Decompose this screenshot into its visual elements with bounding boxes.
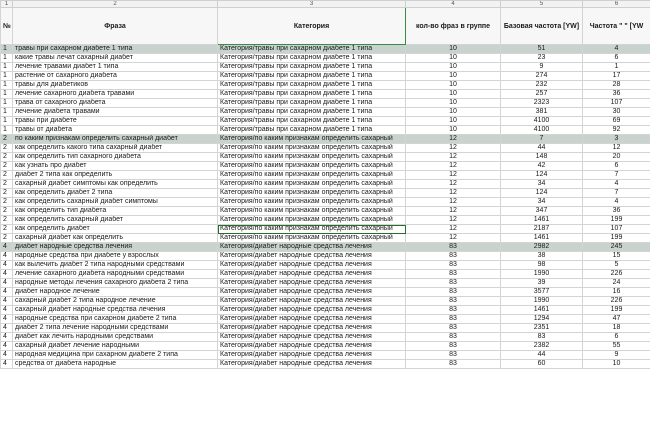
table-row xyxy=(1,135,650,144)
cell-number[interactable]: 1 xyxy=(1,90,13,99)
cell-number[interactable]: 2 xyxy=(1,135,13,144)
cell-base-frequency[interactable]: 83 xyxy=(501,333,583,342)
table-row xyxy=(1,153,650,162)
cell-number[interactable]: 2 xyxy=(1,198,13,207)
cell-phrase-count[interactable]: 83 xyxy=(406,324,501,333)
cell-base-frequency[interactable]: 9 xyxy=(501,63,583,72)
cell-phrase[interactable]: сахарный диабет как определить xyxy=(13,234,218,243)
cell-phrase-count[interactable]: 10 xyxy=(406,81,501,90)
table-row xyxy=(1,324,650,333)
cell-base-frequency[interactable]: 23 xyxy=(501,54,583,63)
cell-category[interactable]: Категория/по каким признакам определить сахарный xyxy=(218,180,406,189)
cell-frequency[interactable]: 16 xyxy=(583,288,650,297)
cell-phrase-count[interactable]: 83 xyxy=(406,252,501,261)
table-row xyxy=(1,243,650,252)
table-row xyxy=(1,261,650,270)
cell-frequency[interactable]: 6 xyxy=(583,162,650,171)
cell-base-frequency[interactable]: 98 xyxy=(501,261,583,270)
cell-number[interactable]: 2 xyxy=(1,207,13,216)
cell-number[interactable]: 2 xyxy=(1,234,13,243)
cell-phrase-count[interactable]: 10 xyxy=(406,63,501,72)
cell-base-frequency[interactable]: 2982 xyxy=(501,243,583,252)
cell-phrase-count[interactable]: 10 xyxy=(406,99,501,108)
table-row xyxy=(1,81,650,90)
cell-category[interactable]: Категория/травы при сахарном диабете 1 типа xyxy=(218,54,406,63)
table-row xyxy=(1,270,650,279)
table-row xyxy=(1,234,650,243)
cell-category[interactable]: Категория/диабет народные средства лечения xyxy=(218,342,406,351)
cell-category[interactable]: Категория/диабет народные средства лечения xyxy=(218,288,406,297)
cell-number[interactable]: 1 xyxy=(1,126,13,135)
cell-category[interactable]: Категория/травы при сахарном диабете 1 типа xyxy=(218,99,406,108)
table-row xyxy=(1,198,650,207)
table-row xyxy=(1,189,650,198)
cell-frequency[interactable]: 5 xyxy=(583,261,650,270)
cell-base-frequency[interactable]: 2323 xyxy=(501,99,583,108)
cell-phrase-count[interactable]: 10 xyxy=(406,54,501,63)
cell-number[interactable]: 4 xyxy=(1,288,13,297)
cell-category[interactable]: Категория/диабет народные средства лечения xyxy=(218,360,406,369)
cell-category[interactable]: Категория/травы при сахарном диабете 1 типа xyxy=(218,63,406,72)
cell-phrase-count[interactable]: 10 xyxy=(406,126,501,135)
cell-phrase-count[interactable]: 83 xyxy=(406,297,501,306)
table-row xyxy=(1,180,650,189)
cell-number[interactable]: 2 xyxy=(1,216,13,225)
cell-phrase-count[interactable]: 10 xyxy=(406,45,501,54)
cell-base-frequency[interactable]: 34 xyxy=(501,198,583,207)
cell-phrase-count[interactable]: 10 xyxy=(406,72,501,81)
cell-number[interactable]: 4 xyxy=(1,351,13,360)
cell-base-frequency[interactable]: 2382 xyxy=(501,342,583,351)
cell-number[interactable]: 1 xyxy=(1,81,13,90)
table-row xyxy=(1,72,650,81)
cell-base-frequency[interactable]: 44 xyxy=(501,351,583,360)
cell-base-frequency[interactable]: 148 xyxy=(501,153,583,162)
cell-category[interactable]: Категория/травы при сахарном диабете 1 типа xyxy=(218,117,406,126)
table-row xyxy=(1,117,650,126)
cell-phrase-count[interactable]: 83 xyxy=(406,279,501,288)
cell-phrase[interactable]: травы при диабете xyxy=(13,117,218,126)
cell-category[interactable]: Категория/по каким признакам определить сахарный xyxy=(218,216,406,225)
table-row xyxy=(1,297,650,306)
cell-base-frequency[interactable]: 42 xyxy=(501,162,583,171)
table-row xyxy=(1,315,650,324)
cell-phrase-count[interactable]: 83 xyxy=(406,306,501,315)
table-row xyxy=(1,351,650,360)
header-frequency[interactable]: Частота " " [YW xyxy=(583,8,650,45)
cell-category[interactable]: Категория/по каким признакам определить сахарный xyxy=(218,171,406,180)
table-row xyxy=(1,162,650,171)
table-row xyxy=(1,360,650,369)
cell-number[interactable]: 4 xyxy=(1,333,13,342)
cell-category[interactable]: Категория/диабет народные средства лечения xyxy=(218,324,406,333)
cell-number[interactable]: 4 xyxy=(1,360,13,369)
cell-base-frequency[interactable]: 1990 xyxy=(501,270,583,279)
cell-phrase[interactable]: народные методы лечения сахарного диабета 2 типа xyxy=(13,279,218,288)
cell-phrase[interactable]: диабет 2 типа лечение народными средствами xyxy=(13,324,218,333)
table-row xyxy=(1,333,650,342)
cell-phrase[interactable]: лечение диабета травами xyxy=(13,108,218,117)
cell-phrase[interactable]: сахарный диабет 2 типа народное лечение xyxy=(13,297,218,306)
cell-phrase-count[interactable]: 12 xyxy=(406,144,501,153)
cell-phrase-count[interactable]: 83 xyxy=(406,333,501,342)
cell-category[interactable]: Категория/по каким признакам определить сахарный xyxy=(218,225,406,234)
cell-frequency[interactable]: 24 xyxy=(583,279,650,288)
cell-frequency[interactable]: 36 xyxy=(583,90,650,99)
cell-number[interactable]: 2 xyxy=(1,153,13,162)
table-row xyxy=(1,279,650,288)
header-category[interactable]: Категория xyxy=(218,8,406,45)
table-row xyxy=(1,45,650,54)
cell-base-frequency[interactable]: 7 xyxy=(501,135,583,144)
cell-base-frequency[interactable]: 51 xyxy=(501,45,583,54)
cell-category[interactable]: Категория/по каким признакам определить сахарный xyxy=(218,153,406,162)
cell-category[interactable]: Категория/диабет народные средства лечения xyxy=(218,270,406,279)
table-row xyxy=(1,63,650,72)
table-row xyxy=(1,342,650,351)
cell-phrase-count[interactable]: 12 xyxy=(406,171,501,180)
table-row xyxy=(1,225,650,234)
cell-base-frequency[interactable]: 124 xyxy=(501,189,583,198)
cell-number[interactable]: 1 xyxy=(1,54,13,63)
cell-phrase[interactable]: лечение сахарного диабета травами xyxy=(13,90,218,99)
header-phrase[interactable]: Фраза xyxy=(13,8,218,45)
cell-number[interactable]: 2 xyxy=(1,180,13,189)
cell-base-frequency[interactable]: 34 xyxy=(501,180,583,189)
cell-number[interactable]: 2 xyxy=(1,225,13,234)
cell-category[interactable]: Категория/по каким признакам определить сахарный xyxy=(218,189,406,198)
cell-frequency[interactable]: 107 xyxy=(583,225,650,234)
table-row xyxy=(1,216,650,225)
cell-category[interactable]: Категория/травы при сахарном диабете 1 типа xyxy=(218,108,406,117)
cell-frequency[interactable]: 28 xyxy=(583,81,650,90)
cell-frequency[interactable]: 107 xyxy=(583,99,650,108)
cell-phrase[interactable]: диабет народное лечение xyxy=(13,288,218,297)
cell-phrase[interactable]: по каким признакам определить сахарный диабет xyxy=(13,135,218,144)
cell-category[interactable]: Категория/по каким признакам определить сахарный xyxy=(218,135,406,144)
cell-frequency[interactable]: 3 xyxy=(583,135,650,144)
cell-frequency[interactable]: 4 xyxy=(583,198,650,207)
cell-number[interactable]: 4 xyxy=(1,297,13,306)
cell-frequency[interactable]: 36 xyxy=(583,207,650,216)
cell-number[interactable]: 4 xyxy=(1,261,13,270)
cell-phrase[interactable]: диабет как лечить народными средствами xyxy=(13,333,218,342)
cell-base-frequency[interactable]: 347 xyxy=(501,207,583,216)
cell-phrase-count[interactable]: 10 xyxy=(406,90,501,99)
cell-phrase[interactable]: какие травы лечат сахарный диабет xyxy=(13,54,218,63)
cell-category[interactable]: Категория/диабет народные средства лечения xyxy=(218,243,406,252)
cell-frequency[interactable]: 20 xyxy=(583,153,650,162)
column-number[interactable]: 2 xyxy=(13,1,218,8)
column-number[interactable]: 6 xyxy=(583,1,650,8)
cell-frequency[interactable]: 15 xyxy=(583,252,650,261)
cell-phrase[interactable]: травы для диабетиков xyxy=(13,81,218,90)
cell-number[interactable]: 4 xyxy=(1,306,13,315)
cell-category[interactable]: Категория/по каким признакам определить сахарный xyxy=(218,207,406,216)
header-number[interactable]: № xyxy=(1,8,13,45)
column-number-row xyxy=(1,1,650,8)
cell-phrase[interactable]: народные средства при сахарном диабете 2 типа xyxy=(13,315,218,324)
cell-phrase-count[interactable]: 83 xyxy=(406,270,501,279)
cell-phrase[interactable]: как определить какого типа сахарный диабет xyxy=(13,144,218,153)
cell-base-frequency[interactable]: 44 xyxy=(501,144,583,153)
cell-phrase[interactable]: как определить тип сахарного диабета xyxy=(13,153,218,162)
cell-phrase[interactable]: народная медицина при сахарном диабете 2 типа xyxy=(13,351,218,360)
cell-phrase-count[interactable]: 83 xyxy=(406,342,501,351)
cell-base-frequency[interactable]: 232 xyxy=(501,81,583,90)
cell-number[interactable]: 1 xyxy=(1,108,13,117)
cell-phrase-count[interactable]: 12 xyxy=(406,225,501,234)
cell-phrase-count[interactable]: 12 xyxy=(406,216,501,225)
cell-phrase[interactable]: трава от сахарного диабета xyxy=(13,99,218,108)
cell-category[interactable]: Категория/по каким признакам определить сахарный xyxy=(218,234,406,243)
cell-category[interactable]: Категория/по каким признакам определить сахарный xyxy=(218,144,406,153)
cell-base-frequency[interactable]: 4100 xyxy=(501,126,583,135)
cell-base-frequency[interactable]: 257 xyxy=(501,90,583,99)
cell-frequency[interactable]: 226 xyxy=(583,297,650,306)
cell-number[interactable]: 4 xyxy=(1,315,13,324)
table-row xyxy=(1,207,650,216)
column-number[interactable]: 4 xyxy=(406,1,501,8)
cell-phrase[interactable]: лечение сахарного диабета народными средствами xyxy=(13,270,218,279)
cell-frequency[interactable]: 7 xyxy=(583,171,650,180)
cell-frequency[interactable]: 4 xyxy=(583,45,650,54)
cell-phrase-count[interactable]: 12 xyxy=(406,135,501,144)
cell-number[interactable]: 1 xyxy=(1,99,13,108)
cell-phrase-count[interactable]: 83 xyxy=(406,243,501,252)
cell-phrase[interactable]: диабет народные средства лечения xyxy=(13,243,218,252)
cell-frequency[interactable]: 199 xyxy=(583,216,650,225)
cell-category[interactable]: Категория/травы при сахарном диабете 1 типа xyxy=(218,72,406,81)
cell-number[interactable]: 4 xyxy=(1,324,13,333)
cell-phrase[interactable]: как определить сахарный диабет симптомы xyxy=(13,198,218,207)
cell-phrase-count[interactable]: 12 xyxy=(406,189,501,198)
cell-category[interactable]: Категория/диабет народные средства лечения xyxy=(218,333,406,342)
table-row xyxy=(1,252,650,261)
cell-frequency[interactable]: 55 xyxy=(583,342,650,351)
cell-category[interactable]: Категория/по каким признакам определить сахарный xyxy=(218,198,406,207)
cell-frequency[interactable]: 245 xyxy=(583,243,650,252)
cell-base-frequency[interactable]: 4100 xyxy=(501,117,583,126)
cell-phrase[interactable]: сахарный диабет симптомы как определить xyxy=(13,180,218,189)
cell-base-frequency[interactable]: 38 xyxy=(501,252,583,261)
cell-base-frequency[interactable]: 1990 xyxy=(501,297,583,306)
cell-base-frequency[interactable]: 2187 xyxy=(501,225,583,234)
cell-frequency[interactable]: 18 xyxy=(583,324,650,333)
cell-phrase-count[interactable]: 12 xyxy=(406,234,501,243)
cell-phrase-count[interactable]: 12 xyxy=(406,180,501,189)
cell-category[interactable]: Категория/травы при сахарном диабете 1 типа xyxy=(218,45,406,54)
cell-phrase-count[interactable]: 83 xyxy=(406,261,501,270)
cell-phrase-count[interactable]: 12 xyxy=(406,153,501,162)
cell-frequency[interactable]: 4 xyxy=(583,180,650,189)
cell-phrase-count[interactable]: 12 xyxy=(406,162,501,171)
cell-phrase-count[interactable]: 10 xyxy=(406,108,501,117)
cell-frequency[interactable]: 10 xyxy=(583,360,650,369)
table-row xyxy=(1,144,650,153)
cell-phrase-count[interactable]: 10 xyxy=(406,117,501,126)
cell-phrase-count[interactable]: 83 xyxy=(406,288,501,297)
cell-base-frequency[interactable]: 39 xyxy=(501,279,583,288)
cell-frequency[interactable]: 199 xyxy=(583,234,650,243)
cell-phrase[interactable]: травы при сахарном диабете 1 типа xyxy=(13,45,218,54)
cell-base-frequency[interactable]: 1461 xyxy=(501,234,583,243)
cell-category[interactable]: Категория/травы при сахарном диабете 1 типа xyxy=(218,126,406,135)
cell-number[interactable]: 4 xyxy=(1,270,13,279)
cell-frequency[interactable]: 12 xyxy=(583,144,650,153)
cell-frequency[interactable]: 6 xyxy=(583,333,650,342)
cell-phrase[interactable]: как определить сахарный диабет xyxy=(13,216,218,225)
table-row xyxy=(1,288,650,297)
cell-frequency[interactable]: 226 xyxy=(583,270,650,279)
cell-category[interactable]: Категория/травы при сахарном диабете 1 типа xyxy=(218,81,406,90)
column-number[interactable]: 5 xyxy=(501,1,583,8)
cell-number[interactable]: 1 xyxy=(1,72,13,81)
cell-number[interactable]: 2 xyxy=(1,171,13,180)
cell-frequency[interactable]: 17 xyxy=(583,72,650,81)
cell-category[interactable]: Категория/травы при сахарном диабете 1 типа xyxy=(218,90,406,99)
cell-phrase[interactable]: средства от диабета народные xyxy=(13,360,218,369)
cell-phrase[interactable]: диабет 2 типа как определить xyxy=(13,171,218,180)
cell-base-frequency[interactable]: 1461 xyxy=(501,216,583,225)
cell-phrase[interactable]: лечение травами диабет 1 типа xyxy=(13,63,218,72)
column-number[interactable]: 1 xyxy=(1,1,13,8)
header-base-frequency[interactable]: Базовая частота [YW] xyxy=(501,8,583,45)
cell-number[interactable]: 4 xyxy=(1,279,13,288)
cell-frequency[interactable]: 92 xyxy=(583,126,650,135)
cell-phrase[interactable]: растение от сахарного диабета xyxy=(13,72,218,81)
cell-category[interactable]: Категория/диабет народные средства лечения xyxy=(218,351,406,360)
cell-category[interactable]: Категория/диабет народные средства лечения xyxy=(218,297,406,306)
table-row xyxy=(1,171,650,180)
cell-base-frequency[interactable]: 1294 xyxy=(501,315,583,324)
cell-number[interactable]: 1 xyxy=(1,63,13,72)
cell-phrase-count[interactable]: 83 xyxy=(406,360,501,369)
cell-base-frequency[interactable]: 60 xyxy=(501,360,583,369)
cell-phrase-count[interactable]: 83 xyxy=(406,315,501,324)
cell-frequency[interactable]: 69 xyxy=(583,117,650,126)
cell-number[interactable]: 1 xyxy=(1,45,13,54)
cell-category[interactable]: Категория/диабет народные средства лечения xyxy=(218,261,406,270)
cell-category[interactable]: Категория/диабет народные средства лечения xyxy=(218,279,406,288)
cell-phrase-count[interactable]: 12 xyxy=(406,198,501,207)
cell-phrase[interactable]: как узнать про диабет xyxy=(13,162,218,171)
cell-phrase[interactable]: травы от диабета xyxy=(13,126,218,135)
cell-frequency[interactable]: 7 xyxy=(583,189,650,198)
table-row xyxy=(1,54,650,63)
table-row xyxy=(1,90,650,99)
table-row xyxy=(1,126,650,135)
cell-phrase-count[interactable]: 83 xyxy=(406,351,501,360)
cell-phrase[interactable]: как определить диабет 2 типа xyxy=(13,189,218,198)
cell-category[interactable]: Категория/по каким признакам определить сахарный xyxy=(218,162,406,171)
header-row xyxy=(1,8,650,45)
cell-phrase[interactable]: сахарный диабет лечение народными xyxy=(13,342,218,351)
cell-base-frequency[interactable]: 1461 xyxy=(501,306,583,315)
column-number[interactable]: 3 xyxy=(218,1,406,8)
cell-phrase[interactable]: сахарный диабет народные средства лечения xyxy=(13,306,218,315)
cell-phrase-count[interactable]: 12 xyxy=(406,207,501,216)
cell-number[interactable]: 2 xyxy=(1,162,13,171)
cell-frequency[interactable]: 47 xyxy=(583,315,650,324)
cell-number[interactable]: 4 xyxy=(1,252,13,261)
cell-category[interactable]: Категория/диабет народные средства лечения xyxy=(218,252,406,261)
cell-frequency[interactable]: 9 xyxy=(583,351,650,360)
cell-base-frequency[interactable]: 3577 xyxy=(501,288,583,297)
cell-base-frequency[interactable]: 274 xyxy=(501,72,583,81)
cell-number[interactable]: 4 xyxy=(1,342,13,351)
cell-frequency[interactable]: 1 xyxy=(583,63,650,72)
cell-frequency[interactable]: 30 xyxy=(583,108,650,117)
table-row xyxy=(1,306,650,315)
cell-phrase[interactable]: как определить тип диабета xyxy=(13,207,218,216)
cell-phrase[interactable]: как вылечить диабет 2 типа народными средствами xyxy=(13,261,218,270)
cell-frequency[interactable]: 199 xyxy=(583,306,650,315)
cell-base-frequency[interactable]: 381 xyxy=(501,108,583,117)
cell-number[interactable]: 4 xyxy=(1,243,13,252)
cell-base-frequency[interactable]: 124 xyxy=(501,171,583,180)
cell-base-frequency[interactable]: 2351 xyxy=(501,324,583,333)
cell-phrase[interactable]: народные средства при диабете у взрослых xyxy=(13,252,218,261)
table-row xyxy=(1,108,650,117)
cell-frequency[interactable]: 6 xyxy=(583,54,650,63)
cell-category[interactable]: Категория/диабет народные средства лечения xyxy=(218,315,406,324)
cell-number[interactable]: 1 xyxy=(1,117,13,126)
cell-category[interactable]: Категория/диабет народные средства лечения xyxy=(218,306,406,315)
cell-number[interactable]: 2 xyxy=(1,144,13,153)
cell-phrase[interactable]: как определить диабет xyxy=(13,225,218,234)
table-row xyxy=(1,99,650,108)
header-phrase-count[interactable]: кол-во фраз в группе xyxy=(406,8,501,45)
cell-number[interactable]: 2 xyxy=(1,189,13,198)
